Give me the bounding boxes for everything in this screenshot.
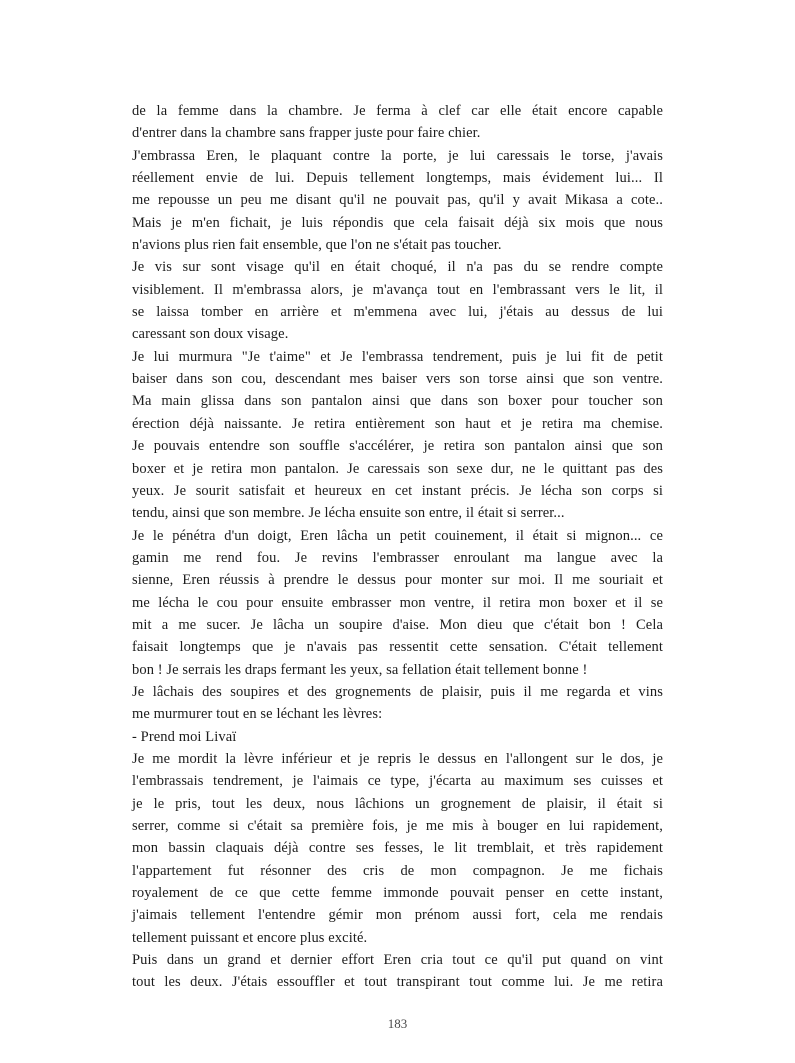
paragraph [132, 726, 663, 748]
text-line: réellement envie de lui. Depuis tellement longtemps, mais évidement lui... Il [132, 170, 663, 187]
text-line: érection déjà naissante. Je retira entièrement son haut et je retira ma chemise. [132, 415, 663, 432]
text-line: j'aimais tellement l'entendre gémir mon prénom aussi fort, cela me rendais [132, 907, 663, 924]
page-number: 183 [387, 1016, 408, 1031]
text-line: Je le pénétra d'un doigt, Eren lâcha un petit couinement, il était si mignon... ce [132, 527, 663, 544]
text-line: mon bassin claquais déjà contre ses fesses, le lit tremblait, et très rapidement [132, 840, 663, 857]
text-line: caressant son doux visage. [132, 326, 289, 343]
text-line: de la femme dans la chambre. Je ferma à clef car elle était encore capable [132, 103, 663, 119]
text-line: - Prend moi Livaï [132, 728, 237, 745]
text-line: me repousse un peu me disant qu'il ne pouvait pas, qu'il y avait Mikasa a cote.. [132, 192, 663, 209]
text-line: Je vis sur sont visage qu'il en était choqué, il n'a pas du se rendre compte [132, 259, 663, 276]
paragraph [132, 256, 663, 345]
paragraph [132, 145, 663, 257]
text-line: Je lâchais des soupires et des grognements de plaisir, puis il me regarda et vins [132, 683, 663, 700]
text-line: tellement puissant et encore plus excité. [132, 929, 368, 946]
text-line: l'embrassais tendrement, je l'aimais ce type, j'écarta au maximum ses cuisses et [132, 773, 663, 790]
text-line: boxer et je retira mon pantalon. Je caressais son sexe dur, ne le quittant pas des [132, 460, 663, 477]
text-line: baiser dans son cou, descendant mes baiser vers son torse ainsi que son ventre. [132, 371, 663, 388]
text-line: tendu, ainsi que son membre. Je lécha ensuite son entre, il était si serrer... [132, 505, 565, 522]
text-line: me murmurer tout en se léchant les lèvres: [132, 706, 383, 723]
text-line: Mais je m'en fichait, je luis répondis que cela faisait déjà six mois que nous [132, 214, 663, 231]
text-line: Je lui murmura "Je t'aime" et Je l'embrassa tendrement, puis je lui fit de petit [132, 348, 663, 365]
text-line: Je me mordit la lèvre inférieur et je repris le dessus en l'allongent sur le dos, je [132, 750, 663, 767]
paragraph [132, 949, 663, 994]
text-line: gamin me rend fou. Je revins l'embrasser enroulant ma langue avec la [132, 549, 663, 566]
text-line: Puis dans un grand et dernier effort Eren cria tout ce qu'il put quand on vint [132, 952, 663, 969]
text-line: bon ! Je serrais les draps fermant les yeux, sa fellation était tellement bonne ! [132, 661, 588, 678]
paragraph [132, 346, 663, 525]
text-line: l'appartement fut résonner des cris de mon compagnon. Je me fichais [132, 862, 663, 879]
text-line: n'avions plus rien fait ensemble, que l'on ne s'était pas toucher. [132, 237, 502, 254]
text-line: d'entrer dans la chambre sans frapper juste pour faire chier. [132, 125, 481, 142]
text-line: yeux. Je sourit satisfait et heureux en cet instant précis. Je lécha son corps si [132, 482, 663, 499]
text-line: visiblement. Il m'embrassa alors, je m'avança tout en l'embrassant vers le lit, il [132, 281, 663, 298]
text-line: faisait longtemps que je n'avais pas ressentit cette sensation. C'était tellement [132, 639, 663, 656]
text-line: sienne, Eren réussis à prendre le dessus pour monter sur moi. Il me souriait et [132, 572, 663, 589]
text-line: J'embrassa Eren, le plaquant contre la porte, je lui caressais le torse, j'avais [132, 147, 663, 164]
paragraph [132, 100, 663, 145]
text-line: Ma main glissa dans son pantalon ainsi que dans son boxer pour toucher son [132, 393, 663, 410]
paragraph [132, 525, 663, 681]
text-line: Je pouvais entendre son souffle s'accélérer, je retira son pantalon ainsi que son [132, 438, 663, 455]
text-line: se laissa tomber en arrière et m'emmena avec lui, j'étais au dessus de lui [132, 304, 663, 321]
paragraph [132, 748, 663, 949]
text-line: je le pris, tout les deux, nous lâchions un grognement de plaisir, il était si [132, 795, 663, 812]
text-line: mit a me sucer. Je lâcha un soupire d'aise. Mon dieu que c'était bon ! Cela [132, 616, 663, 633]
text-line: royalement de ce que cette femme immonde pouvait penser en cette instant, [132, 885, 663, 902]
text-line: tout les deux. J'étais essouffler et tout transpirant tout comme lui. Je me retira [132, 974, 663, 991]
text-line: me lécha le cou pour ensuite embrasser mon ventre, il retira mon boxer et il se [132, 594, 663, 611]
text-block [132, 100, 663, 994]
paragraph [132, 681, 663, 726]
text-line: serrer, comme si c'était sa première fois, je me mis à bouger en lui rapidement, [132, 818, 663, 834]
